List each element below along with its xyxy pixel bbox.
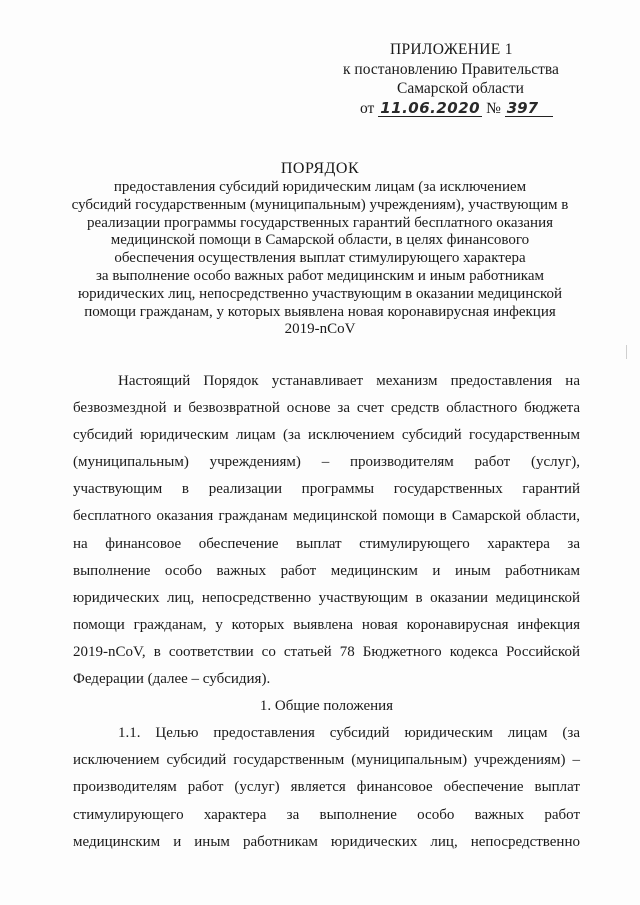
paragraph-line: субсидий юридическим лицам (за исключением субсидий государственным [73,427,580,444]
paragraph-line: участвующим в реализации программы государственных гарантий [73,481,580,498]
paragraph-line: помощи гражданам, у которых выявлена новая коронавирусная инфекция [73,616,580,633]
paragraph-line: Федерации (далее – субсидия). [73,671,271,688]
paragraph-line: выполнение особо важных работ медицинским и иным работникам [73,562,580,579]
paragraph-line: производителям работ (услуг) является финансовое обеспечение выплат [73,779,580,796]
section-heading: 1. Общие положения [259,698,394,715]
scan-edge-mark [626,345,627,359]
from-label: от [360,99,375,117]
paragraph-line: медицинским и иным работникам юридических лиц, непосредственно [73,833,580,850]
paragraph-line: бесплатного оказания гражданам медицинской помощи в Самарской области, [73,508,580,525]
document-subtitle [70,179,570,339]
document-title: ПОРЯДОК [280,160,360,177]
subtitle-line: обеспечения осуществления выплат стимулирующего характера [114,250,526,267]
subtitle-line: 2019-nCoV [284,321,356,338]
intro-paragraph [73,368,580,693]
appendix-title: ПРИЛОЖЕНИЕ 1 [390,41,513,58]
subtitle-line: за выполнение особо важных работ медицинским и иным работникам [95,267,544,284]
subtitle-line: субсидий государственным (муниципальным) учреждениям), участвующим в [71,196,569,213]
subtitle-line: медицинской помощи в Самарской области, в целях финансового [110,232,530,249]
subtitle-line: помощи гражданам, у которых выявлена новая коронавирусная инфекция [84,303,556,320]
handwritten-date: 11.06.2020 [378,100,482,117]
paragraph-line: на финансовое обеспечение выплат стимулирующего характера за [73,535,580,552]
appendix-date-number-line [360,99,590,119]
appendix-header [330,40,590,118]
paragraph-line: юридических лиц, непосредственно участвующим в оказании медицинской [73,589,580,606]
document-body [73,368,580,856]
paragraph-line: (муниципальным) учреждениям) – производителям работ (услуг), [73,454,580,471]
paragraph-line: 2019-nCoV, в соответствии со статьей 78 Бюджетного кодекса Российской [73,643,580,660]
subtitle-line: предоставления субсидий юридическим лицам (за исключением [113,179,527,195]
paragraph-line: стимулирующего характера за выполнение особо важных работ [73,806,580,823]
appendix-decree-line: к постановлению Правительства [343,60,559,78]
paragraph-line: безвозмездной и безвозвратной основе за счет средств областного бюджета [73,400,580,417]
clause-paragraph [73,720,580,855]
number-label: № [486,99,501,117]
paragraph-line: Настоящий Порядок устанавливает механизм предоставления на [118,373,580,389]
subtitle-line: юридических лиц, непосредственно участвующим в оказании медицинской [77,285,563,302]
handwritten-number: 397 [505,100,553,117]
subtitle-line: реализации программы государственных гарантий бесплатного оказания [86,214,554,231]
paragraph-line: исключением субсидий государственным (муниципальным) учреждениям) – [73,752,580,769]
paragraph-line: 1.1. Целью предоставления субсидий юридическим лицам (за [118,725,580,742]
appendix-region-line: Самарской области [397,80,524,97]
